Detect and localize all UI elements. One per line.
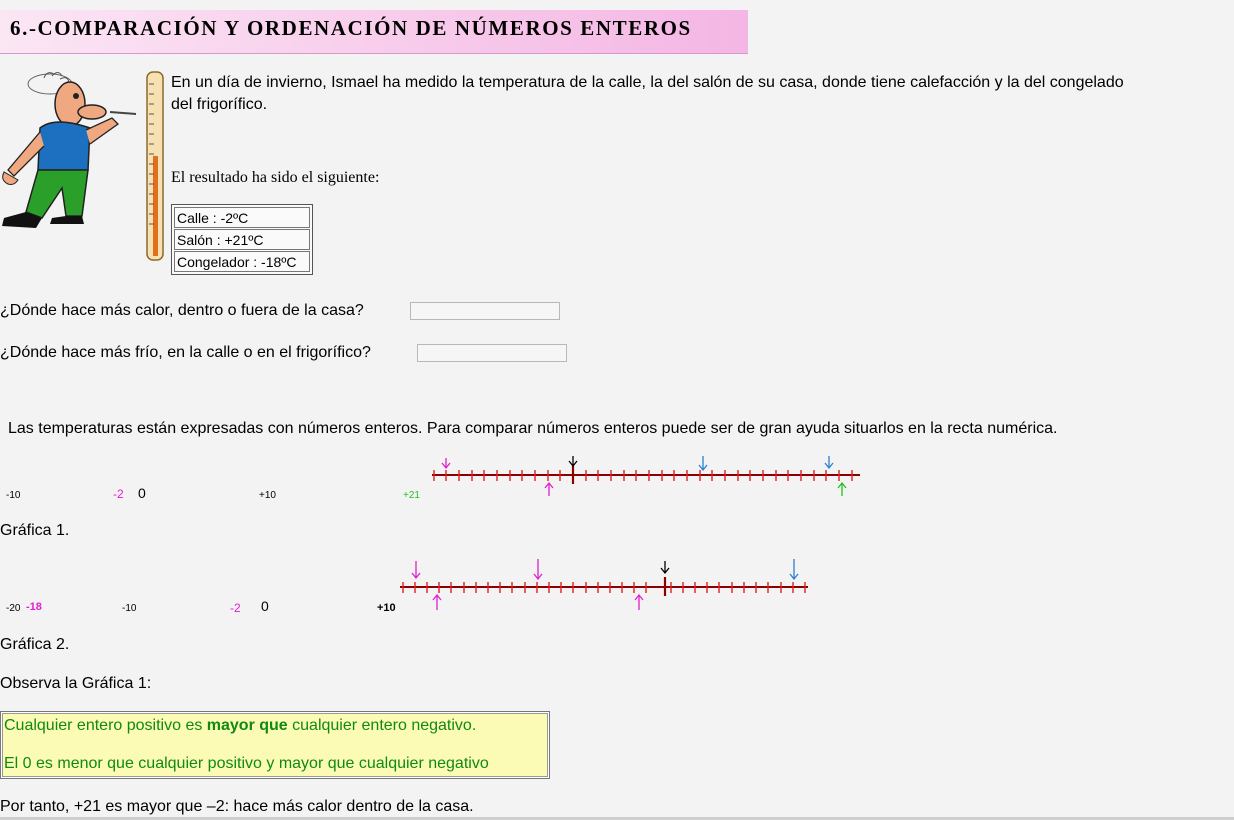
thermometer-icon — [143, 70, 167, 264]
graph2-arrow-minus2 — [635, 595, 643, 610]
rule-line-1-bold: mayor que — [206, 717, 288, 734]
temperature-calle: Calle : -2ºC — [174, 207, 310, 228]
answer-2-input[interactable] — [417, 344, 567, 362]
result-heading: El resultado ha sido el siguiente: — [171, 169, 380, 186]
graph1-arrow-plus10 — [699, 456, 707, 470]
graph2-caption: Gráfica 2. — [0, 636, 70, 653]
temperature-salon: Salón : +21ºC — [174, 229, 310, 250]
question-1: ¿Dónde hace más calor, dentro o fuera de la casa? — [0, 302, 364, 319]
graph1-number-line — [0, 450, 1234, 505]
graph2-label-minus20: -20 — [6, 603, 21, 614]
graph2-arrow-minus20 — [412, 561, 420, 578]
intro-text-line2: del frigorífico. — [171, 96, 268, 113]
graph1-arrow-plus20 — [825, 456, 833, 468]
rule-line-1 — [4, 717, 476, 735]
graph2-label-minus18: -18 — [26, 601, 42, 613]
intro-text-line1: En un día de invierno, Ismael ha medido la temperatura de la calle, la del salón de su casa, donde tiene calefacción y la del congelado — [171, 74, 1124, 91]
graph1-arrow-minus2 — [545, 483, 553, 496]
graph1-label-minus2: -2 — [113, 487, 124, 501]
conclusion-text: Por tanto, +21 es mayor que –2: hace más calor dentro de la casa. — [0, 798, 474, 815]
graph2-arrow-zero — [661, 561, 669, 573]
graph1-label-plus10: +10 — [259, 490, 276, 501]
rule-line-1-post: cualquier entero negativo. — [287, 717, 477, 734]
answer-1-input[interactable] — [410, 302, 560, 320]
explanation-text: Las temperaturas están expresadas con números enteros. Para comparar números enteros puede ser de gran ayuda situarlos en la recta numérica. — [8, 420, 1058, 437]
graph1-arrow-minus10 — [442, 458, 450, 468]
graph2-label-zero: 0 — [261, 598, 269, 614]
graph2-number-line — [0, 555, 1234, 615]
graph2-label-minus2: -2 — [230, 601, 241, 615]
graph1-label-plus21: +21 — [403, 490, 420, 501]
graph1-arrow-zero — [569, 456, 577, 466]
rule-line-1-pre: Cualquier entero positivo es — [4, 717, 207, 734]
temperatures-table — [171, 204, 313, 275]
graph1-label-minus10: -10 — [6, 490, 21, 501]
graph2-arrow-minus10 — [534, 559, 542, 579]
question-2: ¿Dónde hace más frío, en la calle o en el frigorífico? — [0, 344, 371, 361]
graph2-label-minus10: -10 — [122, 603, 137, 614]
graph1-arrow-plus21 — [838, 483, 846, 496]
graph1-label-zero: 0 — [138, 485, 146, 501]
graph2-label-plus10: +10 — [377, 602, 396, 614]
rule-line-2: El 0 es menor que cualquier positivo y mayor que cualquier negativo — [4, 755, 489, 772]
man-illustration — [0, 66, 145, 234]
temperature-congelador: Congelador : -18ºC — [174, 251, 310, 272]
graph1-caption: Gráfica 1. — [0, 522, 70, 539]
page-title: 6.-COMPARACIÓN Y ORDENACIÓN DE NÚMEROS ENTEROS — [10, 16, 692, 40]
graph2-arrow-minus18 — [433, 595, 441, 610]
graph2-arrow-plus10 — [790, 559, 798, 579]
observe-text: Observa la Gráfica 1: — [0, 675, 152, 692]
